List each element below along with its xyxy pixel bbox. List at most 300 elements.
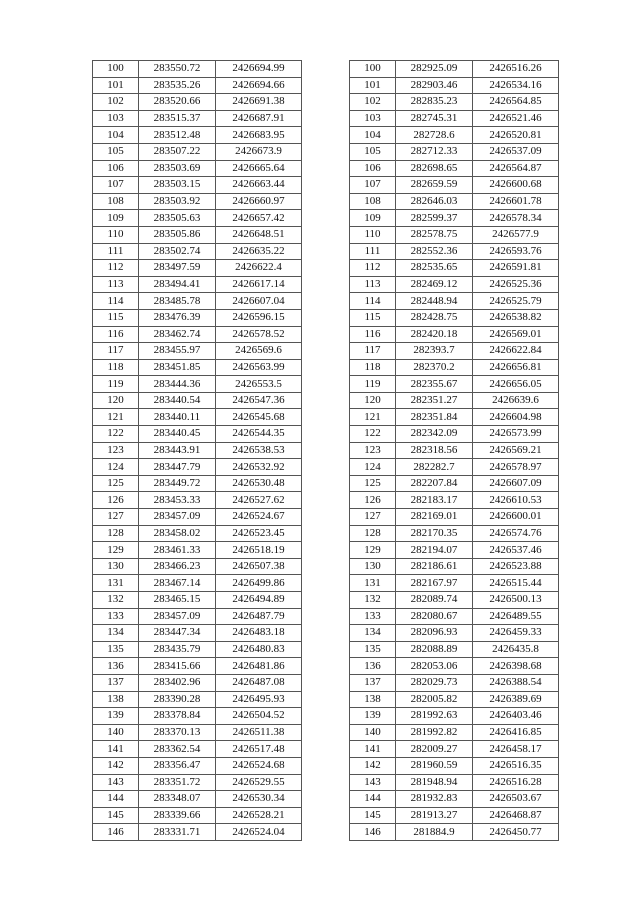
table-row: [350, 575, 559, 592]
y-coordinate-cell: 2426483.18: [216, 625, 302, 642]
point-id-cell: 102: [93, 94, 139, 111]
point-id-cell: 119: [350, 376, 396, 393]
x-coordinate-cell: 282599.37: [396, 210, 473, 227]
y-coordinate-cell: 2426523.88: [473, 558, 559, 575]
table-row: [93, 127, 302, 144]
point-id-cell: 123: [350, 442, 396, 459]
point-id-cell: 144: [350, 791, 396, 808]
y-coordinate-cell: 2426663.44: [216, 177, 302, 194]
table-row: [93, 509, 302, 526]
table-row: [93, 276, 302, 293]
table-row: [350, 741, 559, 758]
x-coordinate-cell: 282925.09: [396, 61, 473, 78]
table-row: [93, 293, 302, 310]
y-coordinate-cell: 2426564.87: [473, 160, 559, 177]
point-id-cell: 130: [350, 558, 396, 575]
table-row: [350, 376, 559, 393]
y-coordinate-cell: 2426481.86: [216, 658, 302, 675]
table-row: [93, 260, 302, 277]
point-id-cell: 121: [93, 409, 139, 426]
point-id-cell: 113: [350, 276, 396, 293]
x-coordinate-cell: 282370.2: [396, 359, 473, 376]
table-row: [93, 724, 302, 741]
x-coordinate-cell: 281913.27: [396, 807, 473, 824]
y-coordinate-cell: 2426610.53: [473, 492, 559, 509]
table-row: [350, 276, 559, 293]
y-coordinate-cell: 2426648.51: [216, 226, 302, 243]
point-id-cell: 118: [350, 359, 396, 376]
x-coordinate-cell: 282183.17: [396, 492, 473, 509]
x-coordinate-cell: 283497.59: [139, 260, 216, 277]
table-row: [93, 243, 302, 260]
point-id-cell: 111: [350, 243, 396, 260]
x-coordinate-cell: 283348.07: [139, 791, 216, 808]
table-row: [350, 807, 559, 824]
y-coordinate-cell: 2426503.67: [473, 791, 559, 808]
table-row: [350, 459, 559, 476]
point-id-cell: 138: [350, 691, 396, 708]
x-coordinate-cell: 282005.82: [396, 691, 473, 708]
y-coordinate-cell: 2426528.21: [216, 807, 302, 824]
table-row: [350, 492, 559, 509]
y-coordinate-cell: 2426537.09: [473, 143, 559, 160]
point-id-cell: 141: [93, 741, 139, 758]
table-row: [93, 641, 302, 658]
point-id-cell: 143: [350, 774, 396, 791]
table-row: [93, 409, 302, 426]
y-coordinate-cell: 2426450.77: [473, 824, 559, 841]
x-coordinate-cell: 282552.36: [396, 243, 473, 260]
y-coordinate-cell: 2426578.52: [216, 326, 302, 343]
point-id-cell: 109: [93, 210, 139, 227]
x-coordinate-cell: 283485.78: [139, 293, 216, 310]
x-coordinate-cell: 281884.9: [396, 824, 473, 841]
x-coordinate-cell: 282194.07: [396, 542, 473, 559]
y-coordinate-cell: 2426596.15: [216, 309, 302, 326]
table-row: [350, 674, 559, 691]
point-id-cell: 106: [350, 160, 396, 177]
y-coordinate-cell: 2426665.64: [216, 160, 302, 177]
table-row: [93, 426, 302, 443]
x-coordinate-cell: 283458.02: [139, 525, 216, 542]
point-id-cell: 117: [350, 343, 396, 360]
y-coordinate-cell: 2426578.97: [473, 459, 559, 476]
x-coordinate-cell: 283507.22: [139, 143, 216, 160]
point-id-cell: 128: [350, 525, 396, 542]
x-coordinate-cell: 283502.74: [139, 243, 216, 260]
table-row: [93, 309, 302, 326]
x-coordinate-cell: 282088.89: [396, 641, 473, 658]
x-coordinate-cell: 281992.82: [396, 724, 473, 741]
point-id-cell: 139: [350, 708, 396, 725]
point-id-cell: 126: [93, 492, 139, 509]
y-coordinate-cell: 2426403.46: [473, 708, 559, 725]
x-coordinate-cell: 282448.94: [396, 293, 473, 310]
x-coordinate-cell: 282282.7: [396, 459, 473, 476]
point-id-cell: 112: [350, 260, 396, 277]
point-id-cell: 118: [93, 359, 139, 376]
table-row: [350, 509, 559, 526]
y-coordinate-cell: 2426563.99: [216, 359, 302, 376]
point-id-cell: 111: [93, 243, 139, 260]
x-coordinate-cell: 283535.26: [139, 77, 216, 94]
point-id-cell: 133: [93, 608, 139, 625]
table-row: [350, 608, 559, 625]
x-coordinate-cell: 282835.23: [396, 94, 473, 111]
point-id-cell: 130: [93, 558, 139, 575]
x-coordinate-cell: 283457.09: [139, 509, 216, 526]
point-id-cell: 112: [93, 260, 139, 277]
y-coordinate-cell: 2426525.36: [473, 276, 559, 293]
table-row: [350, 641, 559, 658]
table-row: [350, 426, 559, 443]
point-id-cell: 140: [350, 724, 396, 741]
y-coordinate-cell: 2426516.26: [473, 61, 559, 78]
table-row: [93, 193, 302, 210]
y-coordinate-cell: 2426591.81: [473, 260, 559, 277]
table-row: [93, 525, 302, 542]
point-id-cell: 103: [350, 110, 396, 127]
point-id-cell: 105: [350, 143, 396, 160]
table-row: [93, 558, 302, 575]
y-coordinate-cell: 2426458.17: [473, 741, 559, 758]
y-coordinate-cell: 2426516.35: [473, 757, 559, 774]
y-coordinate-cell: 2426435.8: [473, 641, 559, 658]
x-coordinate-cell: 283444.36: [139, 376, 216, 393]
table-row: [93, 791, 302, 808]
table-row: [350, 658, 559, 675]
table-row: [93, 691, 302, 708]
table-row: [350, 177, 559, 194]
y-coordinate-cell: 2426389.69: [473, 691, 559, 708]
y-coordinate-cell: 2426617.14: [216, 276, 302, 293]
point-id-cell: 135: [350, 641, 396, 658]
point-id-cell: 100: [93, 61, 139, 78]
point-id-cell: 110: [350, 226, 396, 243]
y-coordinate-cell: 2426487.79: [216, 608, 302, 625]
point-id-cell: 121: [350, 409, 396, 426]
table-row: [93, 376, 302, 393]
x-coordinate-cell: 283435.79: [139, 641, 216, 658]
point-id-cell: 108: [93, 193, 139, 210]
point-id-cell: 120: [93, 392, 139, 409]
coordinate-table-left: [92, 60, 302, 841]
point-id-cell: 117: [93, 343, 139, 360]
x-coordinate-cell: 282646.03: [396, 193, 473, 210]
table-row: [350, 293, 559, 310]
x-coordinate-cell: 282169.01: [396, 509, 473, 526]
point-id-cell: 136: [350, 658, 396, 675]
x-coordinate-cell: 282351.27: [396, 392, 473, 409]
x-coordinate-cell: 282186.61: [396, 558, 473, 575]
y-coordinate-cell: 2426523.45: [216, 525, 302, 542]
table-row: [350, 525, 559, 542]
point-id-cell: 132: [93, 592, 139, 609]
point-id-cell: 107: [93, 177, 139, 194]
table-row: [93, 774, 302, 791]
point-id-cell: 116: [350, 326, 396, 343]
x-coordinate-cell: 282393.7: [396, 343, 473, 360]
point-id-cell: 128: [93, 525, 139, 542]
x-coordinate-cell: 283447.34: [139, 625, 216, 642]
y-coordinate-cell: 2426468.87: [473, 807, 559, 824]
y-coordinate-cell: 2426499.86: [216, 575, 302, 592]
y-coordinate-cell: 2426525.79: [473, 293, 559, 310]
y-coordinate-cell: 2426518.19: [216, 542, 302, 559]
x-coordinate-cell: 283462.74: [139, 326, 216, 343]
point-id-cell: 146: [93, 824, 139, 841]
point-id-cell: 139: [93, 708, 139, 725]
x-coordinate-cell: 283476.39: [139, 309, 216, 326]
table-row: [93, 160, 302, 177]
y-coordinate-cell: 2426573.99: [473, 426, 559, 443]
x-coordinate-cell: 283362.54: [139, 741, 216, 758]
table-row: [93, 475, 302, 492]
y-coordinate-cell: 2426656.81: [473, 359, 559, 376]
x-coordinate-cell: 283440.11: [139, 409, 216, 426]
y-coordinate-cell: 2426691.38: [216, 94, 302, 111]
x-coordinate-cell: 282029.73: [396, 674, 473, 691]
table-row: [350, 442, 559, 459]
x-coordinate-cell: 283503.69: [139, 160, 216, 177]
point-id-cell: 138: [93, 691, 139, 708]
y-coordinate-cell: 2426564.85: [473, 94, 559, 111]
x-coordinate-cell: 283520.66: [139, 94, 216, 111]
point-id-cell: 107: [350, 177, 396, 194]
point-id-cell: 103: [93, 110, 139, 127]
table-row: [93, 110, 302, 127]
y-coordinate-cell: 2426569.01: [473, 326, 559, 343]
point-id-cell: 101: [350, 77, 396, 94]
table-row: [350, 592, 559, 609]
x-coordinate-cell: 282053.06: [396, 658, 473, 675]
table-row: [93, 77, 302, 94]
x-coordinate-cell: 282170.35: [396, 525, 473, 542]
y-coordinate-cell: 2426537.46: [473, 542, 559, 559]
x-coordinate-cell: 282167.97: [396, 575, 473, 592]
table-row: [350, 243, 559, 260]
x-coordinate-cell: 282096.93: [396, 625, 473, 642]
table-row: [350, 791, 559, 808]
y-coordinate-cell: 2426622.4: [216, 260, 302, 277]
table-row: [350, 558, 559, 575]
y-coordinate-cell: 2426521.46: [473, 110, 559, 127]
y-coordinate-cell: 2426660.97: [216, 193, 302, 210]
table-row: [93, 542, 302, 559]
x-coordinate-cell: 281948.94: [396, 774, 473, 791]
y-coordinate-cell: 2426683.95: [216, 127, 302, 144]
y-coordinate-cell: 2426694.66: [216, 77, 302, 94]
x-coordinate-cell: 282351.84: [396, 409, 473, 426]
y-coordinate-cell: 2426520.81: [473, 127, 559, 144]
table-row: [93, 625, 302, 642]
point-id-cell: 124: [350, 459, 396, 476]
point-id-cell: 127: [350, 509, 396, 526]
x-coordinate-cell: 282207.84: [396, 475, 473, 492]
x-coordinate-cell: 282698.65: [396, 160, 473, 177]
point-id-cell: 134: [93, 625, 139, 642]
x-coordinate-cell: 283339.66: [139, 807, 216, 824]
y-coordinate-cell: 2426607.09: [473, 475, 559, 492]
table-row: [93, 177, 302, 194]
y-coordinate-cell: 2426600.68: [473, 177, 559, 194]
table-row: [93, 592, 302, 609]
y-coordinate-cell: 2426524.67: [216, 509, 302, 526]
point-id-cell: 101: [93, 77, 139, 94]
y-coordinate-cell: 2426524.68: [216, 757, 302, 774]
table-row: [350, 724, 559, 741]
x-coordinate-cell: 283515.37: [139, 110, 216, 127]
y-coordinate-cell: 2426489.55: [473, 608, 559, 625]
table-row: [93, 61, 302, 78]
y-coordinate-cell: 2426515.44: [473, 575, 559, 592]
x-coordinate-cell: 283505.63: [139, 210, 216, 227]
point-id-cell: 124: [93, 459, 139, 476]
x-coordinate-cell: 282009.27: [396, 741, 473, 758]
table-row: [350, 691, 559, 708]
table-row: [93, 210, 302, 227]
table-row: [350, 61, 559, 78]
y-coordinate-cell: 2426601.78: [473, 193, 559, 210]
table-row: [93, 442, 302, 459]
table-row: [93, 674, 302, 691]
y-coordinate-cell: 2426388.54: [473, 674, 559, 691]
x-coordinate-cell: 283415.66: [139, 658, 216, 675]
y-coordinate-cell: 2426517.48: [216, 741, 302, 758]
x-coordinate-cell: 282728.6: [396, 127, 473, 144]
x-coordinate-cell: 283440.54: [139, 392, 216, 409]
y-coordinate-cell: 2426553.5: [216, 376, 302, 393]
point-id-cell: 131: [93, 575, 139, 592]
y-coordinate-cell: 2426500.13: [473, 592, 559, 609]
table-row: [93, 757, 302, 774]
table-row: [350, 77, 559, 94]
x-coordinate-cell: 283402.96: [139, 674, 216, 691]
table-row: [350, 359, 559, 376]
x-coordinate-cell: 283465.15: [139, 592, 216, 609]
point-id-cell: 132: [350, 592, 396, 609]
x-coordinate-cell: 282712.33: [396, 143, 473, 160]
x-coordinate-cell: 283443.91: [139, 442, 216, 459]
table-row: [350, 392, 559, 409]
point-id-cell: 115: [93, 309, 139, 326]
point-id-cell: 104: [93, 127, 139, 144]
point-id-cell: 116: [93, 326, 139, 343]
x-coordinate-cell: 281932.83: [396, 791, 473, 808]
point-id-cell: 126: [350, 492, 396, 509]
y-coordinate-cell: 2426504.52: [216, 708, 302, 725]
y-coordinate-cell: 2426459.33: [473, 625, 559, 642]
table-row: [350, 475, 559, 492]
point-id-cell: 125: [350, 475, 396, 492]
x-coordinate-cell: 282318.56: [396, 442, 473, 459]
x-coordinate-cell: 282469.12: [396, 276, 473, 293]
x-coordinate-cell: 283390.28: [139, 691, 216, 708]
point-id-cell: 102: [350, 94, 396, 111]
x-coordinate-cell: 283503.15: [139, 177, 216, 194]
y-coordinate-cell: 2426538.82: [473, 309, 559, 326]
x-coordinate-cell: 282080.67: [396, 608, 473, 625]
table-row: [350, 343, 559, 360]
y-coordinate-cell: 2426494.89: [216, 592, 302, 609]
point-id-cell: 142: [350, 757, 396, 774]
point-id-cell: 146: [350, 824, 396, 841]
y-coordinate-cell: 2426544.35: [216, 426, 302, 443]
x-coordinate-cell: 283461.33: [139, 542, 216, 559]
y-coordinate-cell: 2426639.6: [473, 392, 559, 409]
x-coordinate-cell: 283457.09: [139, 608, 216, 625]
point-id-cell: 143: [93, 774, 139, 791]
x-coordinate-cell: 283447.79: [139, 459, 216, 476]
x-coordinate-cell: 283467.14: [139, 575, 216, 592]
table-row: [350, 160, 559, 177]
point-id-cell: 136: [93, 658, 139, 675]
point-id-cell: 114: [350, 293, 396, 310]
table-row: [93, 492, 302, 509]
y-coordinate-cell: 2426635.22: [216, 243, 302, 260]
table-row: [93, 658, 302, 675]
point-id-cell: 114: [93, 293, 139, 310]
point-id-cell: 135: [93, 641, 139, 658]
y-coordinate-cell: 2426530.48: [216, 475, 302, 492]
point-id-cell: 115: [350, 309, 396, 326]
x-coordinate-cell: 283466.23: [139, 558, 216, 575]
y-coordinate-cell: 2426516.28: [473, 774, 559, 791]
point-id-cell: 122: [93, 426, 139, 443]
y-coordinate-cell: 2426673.9: [216, 143, 302, 160]
y-coordinate-cell: 2426480.83: [216, 641, 302, 658]
point-id-cell: 106: [93, 160, 139, 177]
x-coordinate-cell: 282745.31: [396, 110, 473, 127]
point-id-cell: 113: [93, 276, 139, 293]
point-id-cell: 142: [93, 757, 139, 774]
point-id-cell: 127: [93, 509, 139, 526]
point-id-cell: 133: [350, 608, 396, 625]
point-id-cell: 108: [350, 193, 396, 210]
y-coordinate-cell: 2426622.84: [473, 343, 559, 360]
point-id-cell: 137: [93, 674, 139, 691]
point-id-cell: 119: [93, 376, 139, 393]
table-row: [350, 309, 559, 326]
y-coordinate-cell: 2426534.16: [473, 77, 559, 94]
x-coordinate-cell: 283512.48: [139, 127, 216, 144]
table-row: [93, 392, 302, 409]
y-coordinate-cell: 2426604.98: [473, 409, 559, 426]
y-coordinate-cell: 2426398.68: [473, 658, 559, 675]
y-coordinate-cell: 2426607.04: [216, 293, 302, 310]
x-coordinate-cell: 281960.59: [396, 757, 473, 774]
x-coordinate-cell: 282578.75: [396, 226, 473, 243]
y-coordinate-cell: 2426574.76: [473, 525, 559, 542]
y-coordinate-cell: 2426593.76: [473, 243, 559, 260]
table-row: [350, 757, 559, 774]
x-coordinate-cell: 283455.97: [139, 343, 216, 360]
x-coordinate-cell: 283440.45: [139, 426, 216, 443]
x-coordinate-cell: 283370.13: [139, 724, 216, 741]
x-coordinate-cell: 283494.41: [139, 276, 216, 293]
x-coordinate-cell: 282535.65: [396, 260, 473, 277]
point-id-cell: 131: [350, 575, 396, 592]
y-coordinate-cell: 2426656.05: [473, 376, 559, 393]
point-id-cell: 129: [350, 542, 396, 559]
table-row: [350, 542, 559, 559]
table-row: [93, 824, 302, 841]
table-row: [350, 143, 559, 160]
y-coordinate-cell: 2426577.9: [473, 226, 559, 243]
point-id-cell: 123: [93, 442, 139, 459]
x-coordinate-cell: 283453.33: [139, 492, 216, 509]
y-coordinate-cell: 2426694.99: [216, 61, 302, 78]
